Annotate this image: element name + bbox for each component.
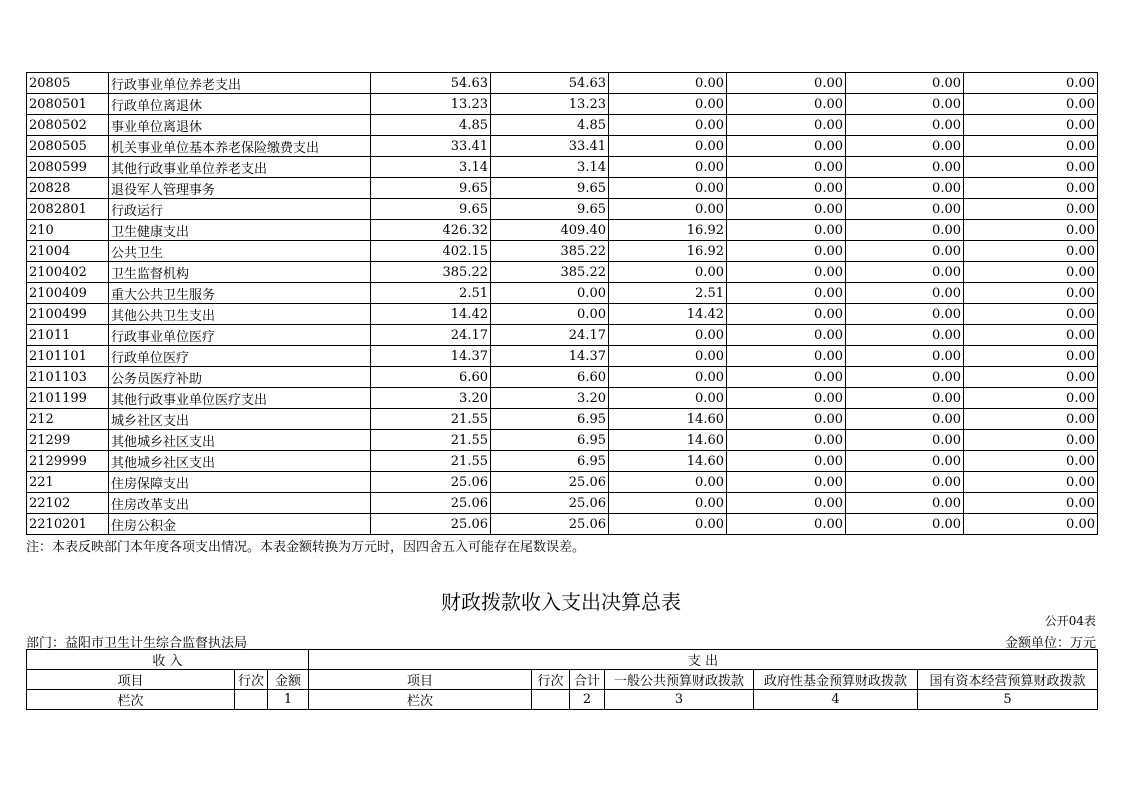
column-header: 金额	[268, 670, 309, 690]
amount-cell: 0.00	[964, 157, 1098, 178]
amount-cell: 0.00	[727, 241, 846, 262]
amount-cell: 25.06	[371, 472, 491, 493]
account-name-cell: 公共卫生	[109, 241, 371, 262]
column-header: 行次	[532, 670, 570, 690]
amount-cell: 0.00	[964, 73, 1098, 94]
amount-cell: 0.00	[727, 115, 846, 136]
amount-cell: 0.00	[846, 325, 964, 346]
amount-cell: 0.00	[609, 472, 727, 493]
account-code-cell: 21004	[27, 241, 109, 262]
account-name-cell: 住房改革支出	[109, 493, 371, 514]
account-code-cell: 2100402	[27, 262, 109, 283]
amount-cell: 13.23	[491, 94, 609, 115]
amount-cell: 6.95	[491, 430, 609, 451]
account-code-cell: 2100409	[27, 283, 109, 304]
amount-cell: 25.06	[491, 514, 609, 535]
table-row	[27, 325, 1098, 346]
account-code-cell: 2101103	[27, 367, 109, 388]
table-row	[27, 367, 1098, 388]
account-name-cell: 机关事业单位基本养老保险缴费支出	[109, 136, 371, 157]
amount-cell: 0.00	[609, 388, 727, 409]
amount-cell: 0.00	[609, 94, 727, 115]
account-name-cell: 其他行政事业单位医疗支出	[109, 388, 371, 409]
amount-cell: 0.00	[964, 304, 1098, 325]
amount-cell: 0.00	[727, 514, 846, 535]
amount-cell: 385.22	[371, 262, 491, 283]
amount-cell: 0.00	[609, 199, 727, 220]
amount-cell: 0.00	[846, 136, 964, 157]
amount-cell: 0.00	[964, 367, 1098, 388]
account-code-cell: 2080599	[27, 157, 109, 178]
amount-cell: 4.85	[491, 115, 609, 136]
amount-cell: 21.55	[371, 409, 491, 430]
amount-cell: 0.00	[491, 304, 609, 325]
amount-cell: 385.22	[491, 262, 609, 283]
table-row	[27, 136, 1098, 157]
amount-cell: 9.65	[371, 199, 491, 220]
amount-cell: 0.00	[727, 493, 846, 514]
amount-cell: 0.00	[964, 136, 1098, 157]
account-name-cell: 其他行政事业单位养老支出	[109, 157, 371, 178]
amount-cell: 0.00	[846, 451, 964, 472]
amount-cell: 0.00	[727, 451, 846, 472]
amount-cell: 0.00	[727, 430, 846, 451]
amount-cell: 0.00	[609, 157, 727, 178]
amount-cell: 25.06	[371, 514, 491, 535]
table-cell: 2	[570, 690, 605, 710]
amount-cell: 14.60	[609, 451, 727, 472]
table-row	[27, 514, 1098, 535]
amount-cell: 0.00	[964, 472, 1098, 493]
amount-cell: 24.17	[371, 325, 491, 346]
table-row	[27, 115, 1098, 136]
column-header: 项目	[309, 670, 532, 690]
amount-cell: 0.00	[609, 367, 727, 388]
amount-cell: 25.06	[491, 472, 609, 493]
account-code-cell: 2129999	[27, 451, 109, 472]
column-header: 行次	[235, 670, 268, 690]
account-name-cell: 城乡社区支出	[109, 409, 371, 430]
amount-cell: 0.00	[609, 514, 727, 535]
account-code-cell: 2082801	[27, 199, 109, 220]
account-code-cell: 22102	[27, 493, 109, 514]
amount-cell: 0.00	[727, 199, 846, 220]
amount-cell: 21.55	[371, 451, 491, 472]
amount-cell: 0.00	[846, 493, 964, 514]
amount-cell: 426.32	[371, 220, 491, 241]
amount-cell: 6.95	[491, 409, 609, 430]
amount-cell: 0.00	[964, 199, 1098, 220]
table-cell: 1	[268, 690, 309, 710]
amount-cell: 0.00	[491, 283, 609, 304]
account-code-cell: 21299	[27, 430, 109, 451]
amount-cell: 0.00	[964, 388, 1098, 409]
amount-cell: 0.00	[609, 346, 727, 367]
amount-cell: 0.00	[964, 514, 1098, 535]
amount-cell: 3.14	[491, 157, 609, 178]
amount-cell: 0.00	[727, 409, 846, 430]
amount-cell: 14.60	[609, 430, 727, 451]
amount-cell: 0.00	[727, 220, 846, 241]
amount-cell: 0.00	[727, 346, 846, 367]
amount-cell: 6.60	[371, 367, 491, 388]
form-code: 公开04表	[1044, 614, 1096, 628]
amount-cell: 0.00	[846, 430, 964, 451]
amount-cell: 0.00	[727, 388, 846, 409]
amount-cell: 0.00	[846, 409, 964, 430]
amount-cell: 0.00	[964, 346, 1098, 367]
column-header: 政府性基金预算财政拨款	[754, 670, 918, 690]
amount-cell: 0.00	[964, 451, 1098, 472]
account-code-cell: 210	[27, 220, 109, 241]
amount-cell: 33.41	[371, 136, 491, 157]
amount-cell: 0.00	[609, 493, 727, 514]
amount-cell: 0.00	[846, 514, 964, 535]
amount-cell: 0.00	[727, 178, 846, 199]
amount-cell: 0.00	[964, 220, 1098, 241]
amount-cell: 0.00	[846, 262, 964, 283]
amount-cell: 3.20	[491, 388, 609, 409]
expense-header: 支 出	[309, 650, 1098, 670]
account-name-cell: 其他城乡社区支出	[109, 451, 371, 472]
table-row	[27, 178, 1098, 199]
account-name-cell: 卫生健康支出	[109, 220, 371, 241]
amount-cell: 0.00	[727, 262, 846, 283]
account-name-cell: 住房公积金	[109, 514, 371, 535]
table-cell: 栏次	[309, 690, 532, 710]
account-name-cell: 行政单位离退休	[109, 94, 371, 115]
amount-cell: 25.06	[491, 493, 609, 514]
account-code-cell: 20828	[27, 178, 109, 199]
amount-cell: 3.14	[371, 157, 491, 178]
amount-cell: 0.00	[609, 325, 727, 346]
account-code-cell: 2080502	[27, 115, 109, 136]
amount-cell: 0.00	[609, 136, 727, 157]
table-row	[27, 409, 1098, 430]
account-name-cell: 其他城乡社区支出	[109, 430, 371, 451]
table-cell: 5	[918, 690, 1098, 710]
amount-cell: 6.95	[491, 451, 609, 472]
account-name-cell: 行政事业单位医疗	[109, 325, 371, 346]
amount-cell: 14.42	[371, 304, 491, 325]
amount-cell: 0.00	[846, 199, 964, 220]
table-row	[27, 94, 1098, 115]
table-row	[27, 73, 1098, 94]
amount-cell: 2.51	[609, 283, 727, 304]
amount-cell: 2.51	[371, 283, 491, 304]
amount-cell: 0.00	[964, 94, 1098, 115]
department-label: 部门：益阳市卫生计生综合监督执法局	[26, 636, 248, 651]
amount-cell: 0.00	[846, 283, 964, 304]
amount-cell: 0.00	[846, 73, 964, 94]
amount-cell: 0.00	[609, 73, 727, 94]
column-header: 国有资本经营预算财政拨款	[918, 670, 1098, 690]
amount-cell: 0.00	[846, 157, 964, 178]
amount-cell: 25.06	[371, 493, 491, 514]
amount-cell: 0.00	[846, 220, 964, 241]
expenditure-table	[26, 72, 1098, 535]
table-row	[27, 388, 1098, 409]
column-header: 一般公共预算财政拨款	[605, 670, 754, 690]
account-code-cell: 2101199	[27, 388, 109, 409]
amount-cell: 0.00	[846, 178, 964, 199]
table-row	[27, 262, 1098, 283]
column-header: 合计	[570, 670, 605, 690]
amount-cell: 0.00	[964, 409, 1098, 430]
amount-cell: 0.00	[609, 262, 727, 283]
amount-cell: 16.92	[609, 220, 727, 241]
amount-cell: 54.63	[491, 73, 609, 94]
amount-cell: 402.15	[371, 241, 491, 262]
amount-cell: 0.00	[964, 178, 1098, 199]
account-code-cell: 21011	[27, 325, 109, 346]
amount-cell: 24.17	[491, 325, 609, 346]
account-name-cell: 行政事业单位养老支出	[109, 73, 371, 94]
amount-cell: 0.00	[846, 115, 964, 136]
account-code-cell: 2210201	[27, 514, 109, 535]
amount-cell: 0.00	[609, 115, 727, 136]
amount-cell: 0.00	[964, 430, 1098, 451]
page-title: 财政拨款收入支出决算总表	[441, 590, 681, 614]
amount-cell: 14.42	[609, 304, 727, 325]
account-name-cell: 公务员医疗补助	[109, 367, 371, 388]
column-header-row	[27, 670, 1098, 690]
amount-cell: 0.00	[727, 94, 846, 115]
account-name-cell: 其他公共卫生支出	[109, 304, 371, 325]
column-index-row	[27, 690, 1098, 710]
amount-cell: 4.85	[371, 115, 491, 136]
account-name-cell: 重大公共卫生服务	[109, 283, 371, 304]
amount-cell: 16.92	[609, 241, 727, 262]
amount-cell: 0.00	[846, 472, 964, 493]
table-row	[27, 241, 1098, 262]
amount-cell: 14.60	[609, 409, 727, 430]
account-code-cell: 20805	[27, 73, 109, 94]
amount-cell: 14.37	[491, 346, 609, 367]
amount-cell: 6.60	[491, 367, 609, 388]
amount-cell: 14.37	[371, 346, 491, 367]
table-row	[27, 346, 1098, 367]
amount-cell: 0.00	[727, 325, 846, 346]
amount-cell: 0.00	[727, 367, 846, 388]
account-name-cell: 退役军人管理事务	[109, 178, 371, 199]
account-code-cell: 2080501	[27, 94, 109, 115]
account-name-cell: 住房保障支出	[109, 472, 371, 493]
amount-cell: 0.00	[846, 388, 964, 409]
amount-cell: 0.00	[846, 346, 964, 367]
amount-cell: 33.41	[491, 136, 609, 157]
account-name-cell: 行政运行	[109, 199, 371, 220]
amount-cell: 409.40	[491, 220, 609, 241]
amount-cell: 9.65	[491, 178, 609, 199]
income-header: 收 入	[27, 650, 309, 670]
table-row	[27, 451, 1098, 472]
amount-cell: 385.22	[491, 241, 609, 262]
table-row	[27, 430, 1098, 451]
amount-cell: 0.00	[964, 325, 1098, 346]
amount-cell: 0.00	[846, 241, 964, 262]
table-cell	[235, 690, 268, 710]
account-name-cell: 事业单位离退休	[109, 115, 371, 136]
amount-cell: 0.00	[964, 115, 1098, 136]
table-cell: 4	[754, 690, 918, 710]
table-note: 注：本表反映部门本年度各项支出情况。本表金额转换为万元时，因四舍五入可能存在尾数误差。	[26, 540, 586, 555]
amount-cell: 54.63	[371, 73, 491, 94]
summary-table	[26, 649, 1098, 710]
unit-label: 金额单位：万元	[1004, 636, 1096, 651]
table-row	[27, 304, 1098, 325]
table-row	[27, 472, 1098, 493]
group-header-row	[27, 650, 1098, 670]
amount-cell: 0.00	[609, 178, 727, 199]
amount-cell: 0.00	[727, 472, 846, 493]
amount-cell: 0.00	[727, 73, 846, 94]
account-code-cell: 2080505	[27, 136, 109, 157]
amount-cell: 0.00	[727, 136, 846, 157]
table-row	[27, 157, 1098, 178]
account-code-cell: 212	[27, 409, 109, 430]
amount-cell: 0.00	[727, 304, 846, 325]
table-row	[27, 199, 1098, 220]
account-name-cell: 卫生监督机构	[109, 262, 371, 283]
account-code-cell: 2101101	[27, 346, 109, 367]
amount-cell: 3.20	[371, 388, 491, 409]
amount-cell: 0.00	[964, 262, 1098, 283]
amount-cell: 0.00	[964, 241, 1098, 262]
amount-cell: 0.00	[846, 304, 964, 325]
amount-cell: 0.00	[964, 493, 1098, 514]
amount-cell: 0.00	[727, 157, 846, 178]
amount-cell: 0.00	[846, 94, 964, 115]
table-cell: 栏次	[27, 690, 235, 710]
account-name-cell: 行政单位医疗	[109, 346, 371, 367]
amount-cell: 21.55	[371, 430, 491, 451]
table-cell: 3	[605, 690, 754, 710]
table-row	[27, 283, 1098, 304]
table-row	[27, 493, 1098, 514]
amount-cell: 9.65	[491, 199, 609, 220]
table-row	[27, 220, 1098, 241]
amount-cell: 0.00	[964, 283, 1098, 304]
account-code-cell: 221	[27, 472, 109, 493]
amount-cell: 9.65	[371, 178, 491, 199]
amount-cell: 0.00	[846, 367, 964, 388]
amount-cell: 13.23	[371, 94, 491, 115]
amount-cell: 0.00	[727, 283, 846, 304]
column-header: 项目	[27, 670, 235, 690]
table-cell	[532, 690, 570, 710]
account-code-cell: 2100499	[27, 304, 109, 325]
